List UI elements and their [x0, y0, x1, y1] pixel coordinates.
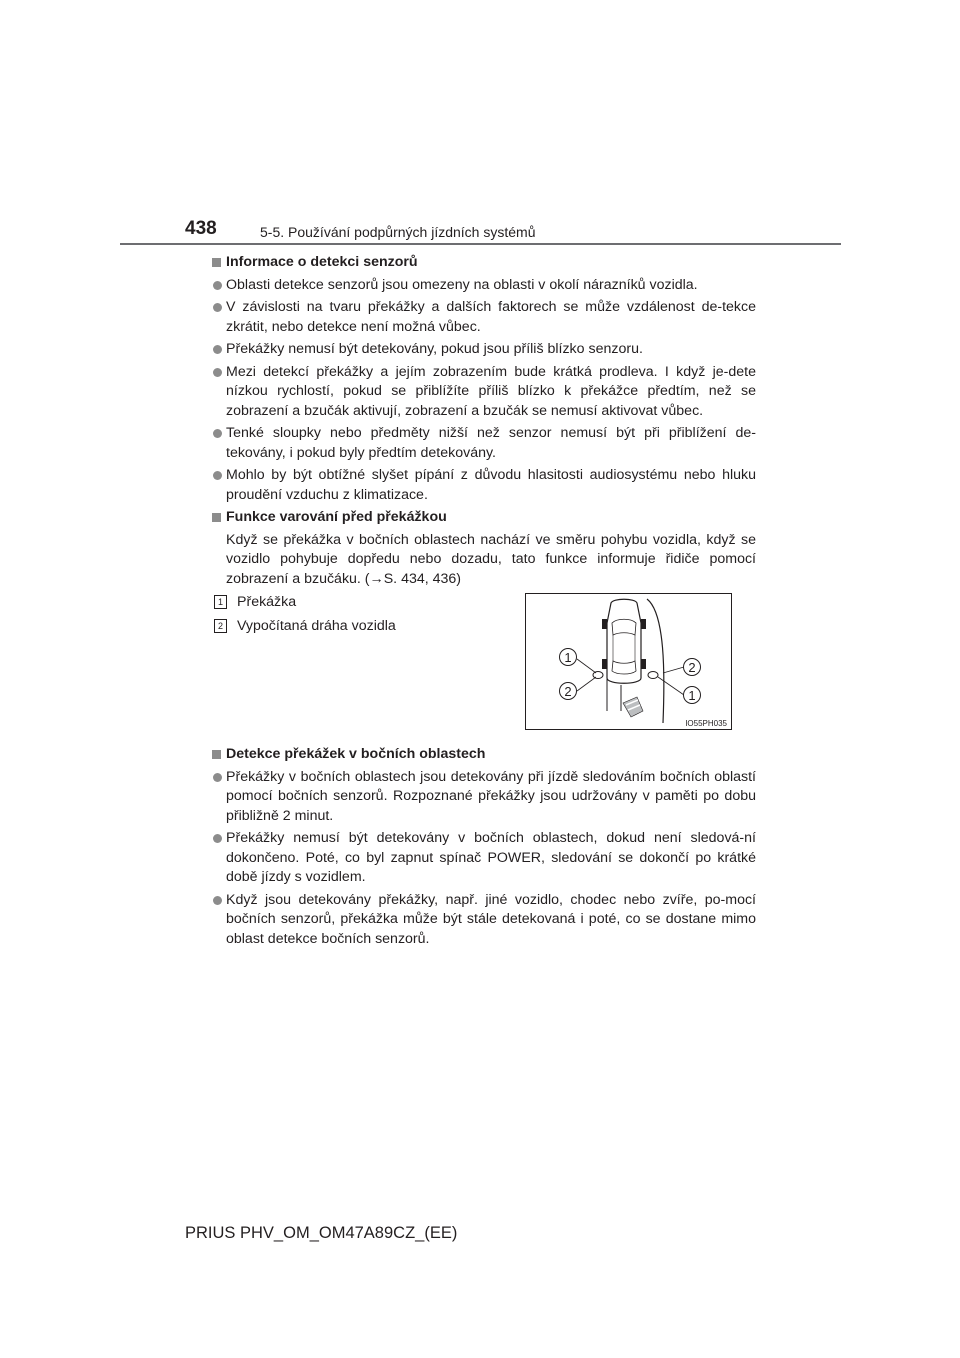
round-bullet-icon [213, 281, 222, 290]
list-item [210, 276, 756, 296]
list-item [210, 363, 756, 422]
list-item [210, 829, 756, 888]
chapter-title: 5-5. Používání podpůrných jízdních systémů [260, 224, 536, 240]
legend-label: Překážka [237, 594, 297, 610]
list-item-text: Mezi detekcí překážky a jejím zobrazením bude krátká prodleva. I když je-dete nízkou rychlostí, pokud se přiblížíte příliš blízko k překážce předtím, než se zobrazení a bzučák aktivují, zobrazení a bzučák se nemusí aktivovat vůbec. [226, 363, 756, 419]
list-item [210, 298, 756, 337]
list-item-text: Když jsou detekovány překážky, např. jiné vozidlo, chodec nebo zvíře, po-mocí bočních senzorů, překážka může být stále detekovaná i poté, co se dostane mimo oblast detekce bočních senzorů. [226, 891, 756, 947]
round-bullet-icon [213, 368, 222, 377]
list-item-text: V závislosti na tvaru překážky a dalších faktorech se může vzdálenost de-tekce zkrátit, nebo detekce není možná vůbec. [226, 299, 756, 335]
round-bullet-icon [213, 303, 222, 312]
round-bullet-icon [213, 345, 222, 354]
callout-number: 2 [564, 684, 572, 699]
list-item-text: Překážky nemusí být detekovány v bočních oblastech, dokud není sledová-ní dokončeno. Poté, co byl zapnut spínač POWER, sledování se dokončí po krátké době jízdy s vozidlem. [226, 830, 756, 885]
page-content [210, 253, 756, 952]
list-item [210, 424, 756, 463]
round-bullet-icon [213, 773, 222, 782]
section-heading-side-detection [210, 745, 756, 765]
heading-text: Detekce překážek v bočních oblastech [226, 746, 486, 762]
legend-item-obstacle [214, 593, 296, 613]
callout-number: 1 [564, 650, 572, 665]
figure-block [210, 593, 756, 735]
round-bullet-icon [213, 429, 222, 438]
section-paragraph: Když se překážka v bočních oblastech nachází ve směru pohybu vozidla, když se vozidlo pohybuje dopředu nebo dozadu, tato funkce informuje řidiče pomocí zobrazení a bzučáku. (→S. 434, 436) [226, 531, 756, 587]
round-bullet-icon [213, 471, 222, 480]
list-item [210, 466, 756, 505]
list-item-text: Překážky v bočních oblastech jsou detekovány při jízdě sledováním bočních oblastí pomocí bočních senzorů. Rozpoznané překážky jsou udržovány v paměti po dobu přibližně 2 minut. [226, 768, 756, 824]
page-number: 438 [185, 218, 217, 239]
square-bullet-icon [212, 750, 221, 759]
round-bullet-icon [213, 834, 222, 843]
header-rule [120, 243, 841, 245]
list-item-text: Mohlo by být obtížné slyšet pípání z důvodu hlasitosti audiosystému nebo hluku proudění vzduchu z klimatizace. [226, 467, 756, 503]
legend-number: 2 [214, 619, 227, 633]
section-heading-obstacle-warning [210, 508, 756, 528]
section-heading-sensor-info [210, 253, 756, 273]
heading-text: Funkce varování před překážkou [226, 509, 447, 525]
round-bullet-icon [213, 896, 222, 905]
heading-text: Informace o detekci senzorů [226, 254, 418, 270]
list-item [210, 340, 756, 360]
sensor-diagram [525, 593, 732, 730]
list-item-text: Oblasti detekce senzorů jsou omezeny na oblasti v okolí nárazníků vozidla. [226, 276, 698, 293]
document-code: PRIUS PHV_OM_OM47A89CZ_(EE) [185, 1224, 458, 1242]
callout-number: 1 [688, 688, 696, 703]
list-item [210, 768, 756, 827]
list-item [210, 891, 756, 950]
square-bullet-icon [212, 258, 221, 267]
legend-number: 1 [214, 595, 227, 609]
legend-item-path [214, 617, 396, 637]
figure-image-code: IO55PH035 [685, 719, 727, 728]
list-item-text: Překážky nemusí být detekovány, pokud jsou příliš blízko senzoru. [226, 341, 643, 357]
list-item-text: Tenké sloupky nebo předměty nižší než senzor nemusí být při přiblížení de-tekovány, i pokud byly předtím detekovány. [226, 425, 756, 461]
square-bullet-icon [212, 513, 221, 522]
callout-number: 2 [688, 660, 696, 675]
legend-label: Vypočítaná dráha vozidla [237, 618, 396, 634]
